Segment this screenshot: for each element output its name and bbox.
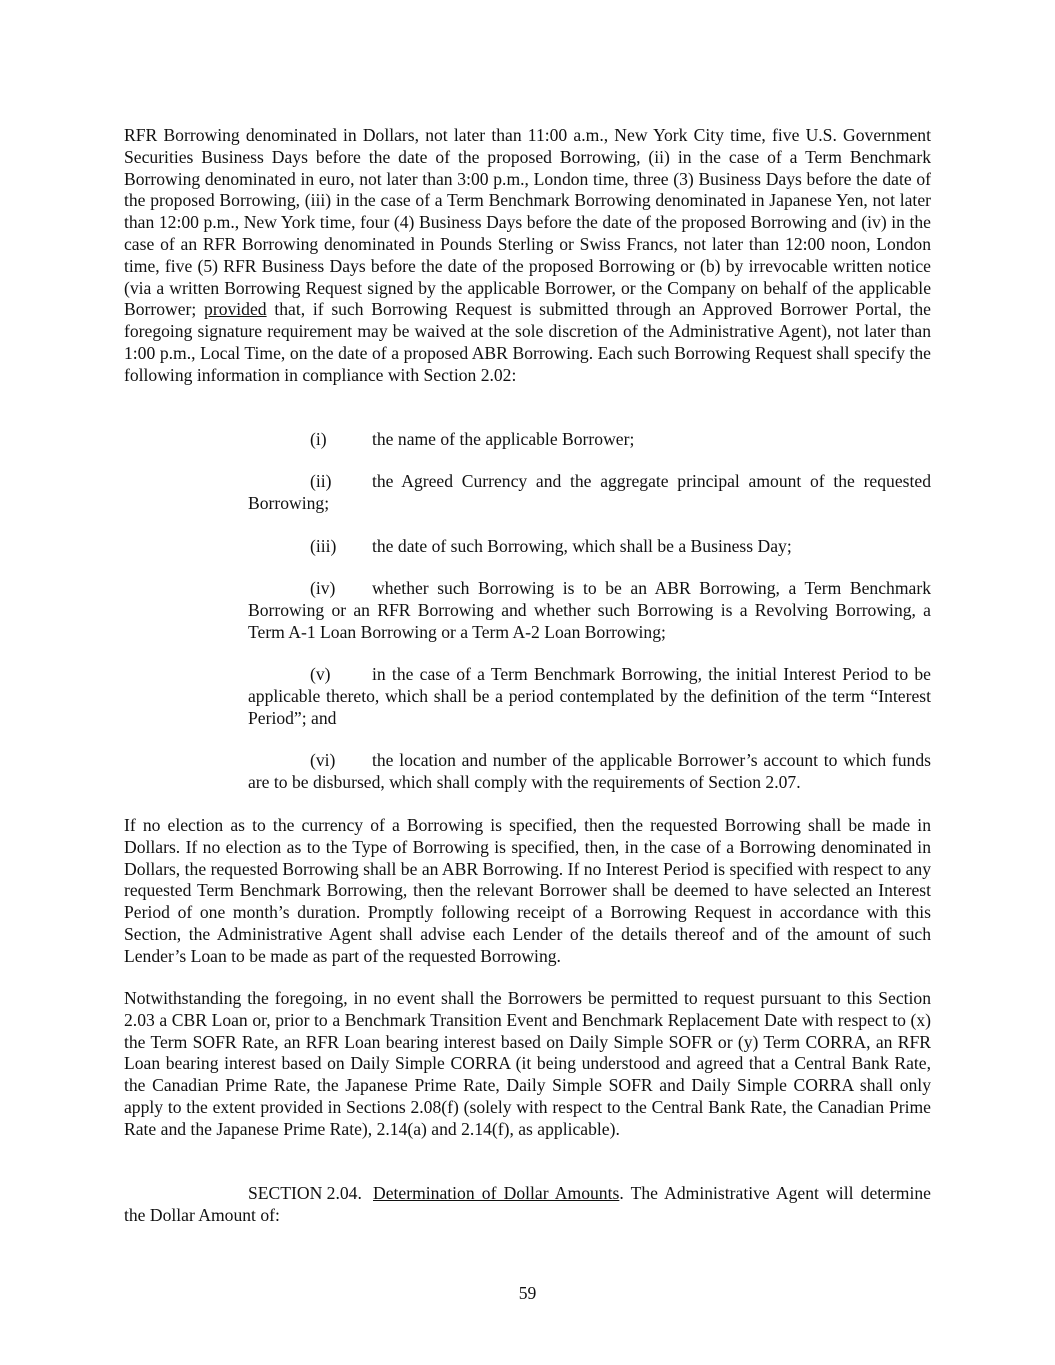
item-number: (iii) [310, 536, 337, 556]
section-2-04-paragraph [124, 1183, 931, 1227]
item-number: (ii) [310, 471, 332, 491]
opening-text-2: that, if such Borrowing Request is submitted through an Approved Borrower Portal, the foregoing signature requirement may be waived at the sole discretion of the Administrative Agent), not later than 1:00 p.m., Local Time, on the date of a proposed ABR Borrowing. Each such Borrowing Request shall specify the following information in compliance with Section 2.02: [124, 299, 931, 385]
notwithstanding-paragraph: Notwithstanding the foregoing, in no event shall the Borrowers be permitted to request pursuant to this Section 2.03 a CBR Loan or, prior to a Benchmark Transition Event and Benchmark Replacement Date with respect to (x) the Term SOFR Rate, an RFR Loan bearing interest based on Daily Simple SOFR or (y) Term CORRA, an RFR Loan bearing interest based on Daily Simple CORRA (it being understood and agreed that a Central Bank Rate, the Canadian Prime Rate, the Japanese Prime Rate, Daily Simple SOFR and Daily Simple CORRA shall only apply to the extent provided in Sections 2.08(f) (solely with respect to the Central Bank Rate, the Canadian Prime Rate and the Japanese Prime Rate), 2.14(a) and 2.14(f), as applicable). [124, 988, 931, 1139]
item-number: (v) [310, 664, 331, 684]
item-text: the Agreed Currency and the aggregate principal amount of the requested Borrowing; [248, 471, 931, 513]
item-text: the location and number of the applicable Borrower’s account to which funds are to be disbursed, which shall comply with the requirements of Section 2.07. [248, 750, 931, 792]
item-text: in the case of a Term Benchmark Borrowing, the initial Interest Period to be applicable thereto, which shall be a period contemplated by the definition of the term “Interest Period”; and [248, 664, 931, 728]
list-item [248, 536, 931, 558]
opening-text-1: RFR Borrowing denominated in Dollars, not later than 11:00 a.m., New York City time, five U.S. Government Securities Business Days before the date of the proposed Borrowing, (ii) in the case of a Term Benchmark Borrowing denominated in euro, not later than 3:00 p.m., London time, three (3) Business Days before the date of the proposed Borrowing, (iii) in the case of a Term Benchmark Borrowing denominated in Japanese Yen, not later than 12:00 p.m., New York time, four (4) Business Days before the date of the proposed Borrowing and (iv) in the case of an RFR Borrowing denominated in Pounds Sterling or Swiss Francs, not later than 12:00 noon, London time, five (5) RFR Business Days before the date of the proposed Borrowing or (b) by irrevocable written notice (via a written Borrowing Request signed by the applicable Borrower, or the Company on behalf of the applicable Borrower; [124, 125, 931, 320]
item-number: (vi) [310, 750, 336, 770]
opening-paragraph [124, 125, 931, 387]
item-text: the date of such Borrowing, which shall be a Business Day; [372, 536, 792, 556]
no-election-paragraph: If no election as to the currency of a Borrowing is specified, then the requested Borrowing shall be made in Dollars. If no election as to the Type of Borrowing is specified, then, in the case of a Borrowing denominated in Dollars, the requested Borrowing shall be an ABR Borrowing. If no Interest Period is specified with respect to any requested Term Benchmark Borrowing, then the relevant Borrower shall be deemed to have selected an Interest Period of one month’s duration. Promptly following receipt of a Borrowing Request in accordance with this Section, the Administrative Agent shall advise each Lender of the details thereof and of the amount of such Lender’s Loan to be made as part of the requested Borrowing. [124, 815, 931, 966]
item-text: the name of the applicable Borrower; [372, 429, 635, 449]
section-text: . The Administrative Agent will determine the Dollar Amount of: [124, 1183, 931, 1225]
provided-term: provided [204, 299, 267, 320]
list-item [248, 750, 931, 794]
section-number: SECTION 2.04. [248, 1183, 362, 1203]
section-heading: Determination of Dollar Amounts [373, 1183, 620, 1203]
list-item [248, 429, 931, 451]
item-number: (i) [310, 429, 327, 449]
list-item [248, 471, 931, 515]
item-text: whether such Borrowing is to be an ABR Borrowing, a Term Benchmark Borrowing or an RFR Borrowing and whether such Borrowing is a Revolving Borrowing, a Term A-1 Loan Borrowing or a Term A-2 Loan Borrowing; [248, 578, 931, 642]
item-number: (iv) [310, 578, 336, 598]
list-item [248, 664, 931, 729]
page-number: 59 [518, 1283, 537, 1303]
list-item [248, 578, 931, 643]
